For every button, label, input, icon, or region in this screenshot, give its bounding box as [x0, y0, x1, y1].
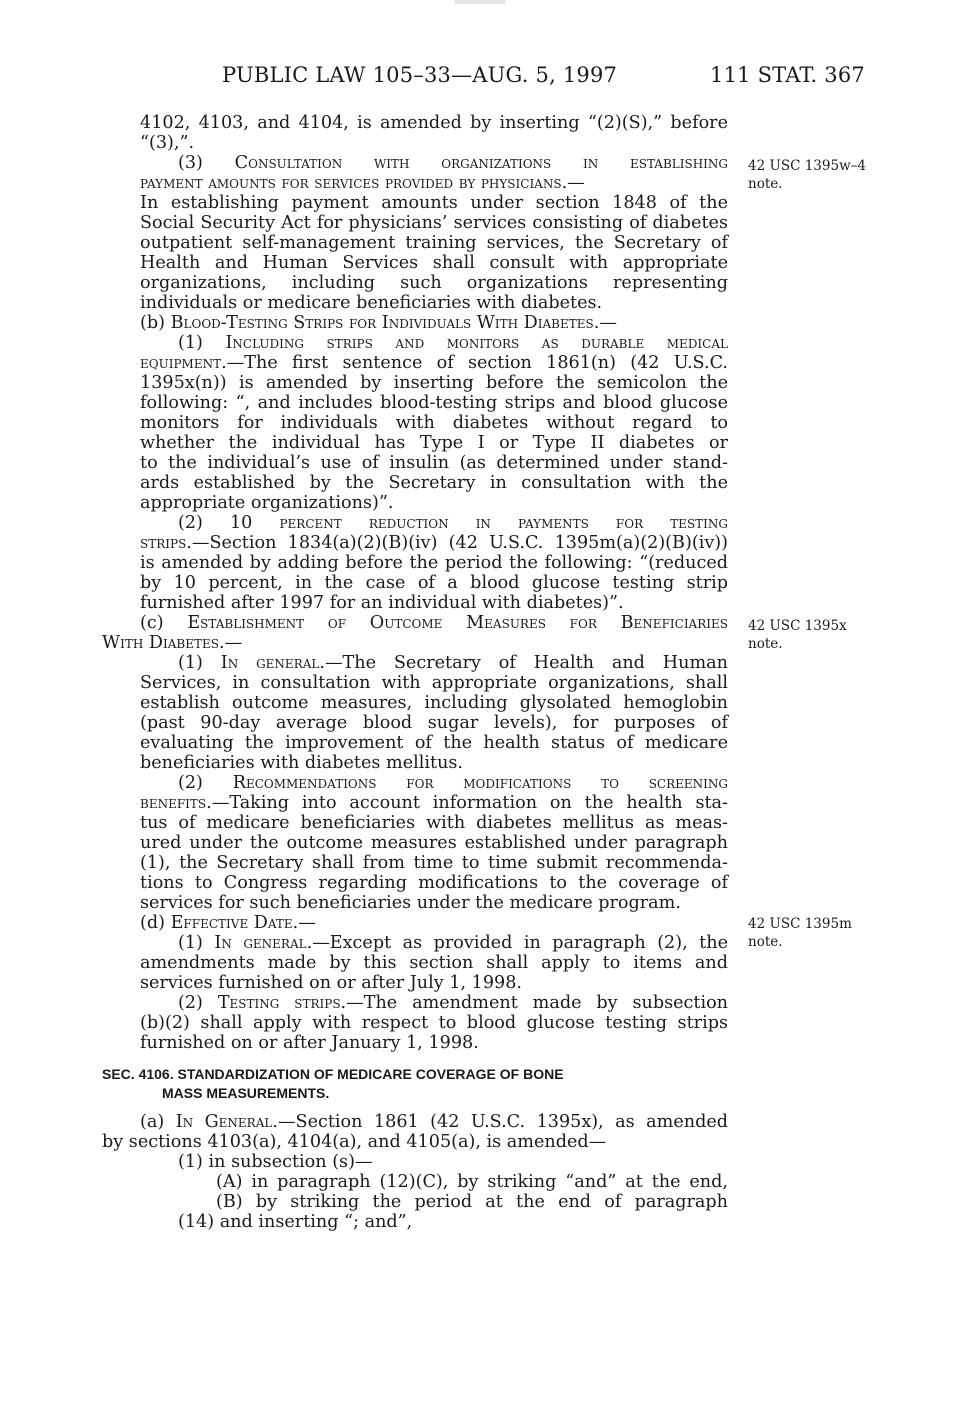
text-line: to the individual’s use of insulin (as determined under stand-: [140, 453, 728, 473]
text-line: ured under the outcome measures established under paragraph: [140, 833, 728, 853]
text-line: (1) in subsection (s)—: [178, 1152, 373, 1172]
text-line: Services, in consultation with appropriate organizations, shall: [140, 673, 728, 693]
page-number: 111 STAT. 367: [710, 63, 865, 87]
text-line: beneficiaries with diabetes mellitus.: [140, 753, 464, 773]
text-line: “(3),”.: [140, 133, 195, 153]
margin-note-3: [748, 915, 852, 951]
paragraph-heading: (2) 10 percent reduction in payments for testing: [178, 513, 728, 533]
paragraph-heading: (1) Including strips and monitors as durable medical: [178, 333, 728, 353]
paragraph-heading: benefits.—Taking into account information on the health sta-: [140, 793, 728, 813]
text-line: ards established by the Secretary in consultation with the: [140, 473, 728, 493]
subsection-heading: (a) In General.—Section 1861 (42 U.S.C. 1395x), as amended: [140, 1112, 729, 1132]
paragraph-heading: payment amounts for services provided by physicians.—: [140, 173, 585, 193]
scan-artifact: [455, 0, 505, 4]
margin-note-citation: 42 USC 1395m: [748, 916, 852, 932]
paragraph-heading: (2) Recommendations for modifications to screening: [178, 773, 728, 793]
section-heading: MASS MEASUREMENTS.: [162, 1085, 330, 1101]
margin-note-1: [748, 157, 866, 193]
text-line: evaluating the improvement of the health status of medicare: [140, 733, 728, 753]
text-line: (past 90-day average blood sugar levels), for purposes of: [140, 713, 728, 733]
text-line: by 10 percent, in the case of a blood glucose testing strip: [140, 573, 728, 593]
text-line: furnished after 1997 for an individual with diabetes)”.: [140, 593, 624, 613]
text-line: amendments made by this section shall apply to items and: [140, 953, 728, 973]
text-line: tions to Congress regarding modifications to the coverage of: [140, 873, 728, 893]
text-line: furnished on or after January 1, 1998.: [140, 1033, 479, 1053]
text-line: by sections 4103(a), 4104(a), and 4105(a), is amended—: [102, 1132, 607, 1152]
text-line: following: “, and includes blood-testing strips and blood glucose: [140, 393, 728, 413]
paragraph-heading: (2) Testing strips.—The amendment made by subsection: [178, 993, 729, 1013]
text-line: services furnished on or after July 1, 1998.: [140, 973, 523, 993]
text-line: Health and Human Services shall consult with appropriate: [140, 253, 728, 273]
text-line: (b)(2) shall apply with respect to blood glucose testing strips: [140, 1013, 728, 1033]
subsection-heading: (c) Establishment of Outcome Measures for Beneficiaries: [140, 613, 728, 633]
text-line: (B) by striking the period at the end of paragraph: [216, 1192, 728, 1212]
text-line: (1), the Secretary shall from time to time submit recommenda-: [140, 853, 728, 873]
subsection-heading: With Diabetes.—: [102, 633, 243, 653]
margin-note-2: [748, 617, 847, 653]
text-line: establish outcome measures, including glysolated hemoglobin: [140, 693, 728, 713]
text-line: outpatient self-management training services, the Secretary of: [140, 233, 728, 253]
section-heading: SEC. 4106. STANDARDIZATION OF MEDICARE COVERAGE OF BONE: [102, 1066, 564, 1082]
subsection-heading: (d) Effective Date.—: [140, 913, 316, 933]
margin-note-citation: 42 USC 1395x: [748, 618, 847, 634]
text-line: tus of medicare beneficiaries with diabetes mellitus as meas-: [140, 813, 728, 833]
text-line: whether the individual has Type I or Type II diabetes or: [140, 433, 728, 453]
text-line: is amended by adding before the period the following: “(reduced: [140, 553, 728, 573]
text-line: (14) and inserting “; and”,: [178, 1212, 413, 1232]
margin-note-label: note.: [748, 934, 783, 950]
text-line: 4102, 4103, and 4104, is amended by inserting “(2)(S),” before: [140, 113, 728, 133]
text-line: organizations, including such organizations representing: [140, 273, 728, 293]
paragraph-heading: strips.—Section 1834(a)(2)(B)(iv) (42 U.S.C. 1395m(a)(2)(B)(iv)): [140, 533, 728, 553]
paragraph-heading: (1) In general.—The Secretary of Health and Human: [178, 653, 728, 673]
text-line: (A) in paragraph (12)(C), by striking “and” at the end,: [216, 1172, 728, 1192]
margin-note-label: note.: [748, 176, 783, 192]
text-line: services for such beneficiaries under the medicare program.: [140, 893, 681, 913]
subsection-heading: (b) Blood-Testing Strips for Individuals With Diabetes.—: [140, 313, 617, 333]
statute-body: [102, 113, 728, 1232]
margin-note-label: note.: [748, 636, 783, 652]
paragraph-heading: (1) In general.—Except as provided in paragraph (2), the: [178, 933, 728, 953]
text-line: individuals or medicare beneficiaries with diabetes.: [140, 293, 603, 313]
text-line: Social Security Act for physicians’ services consisting of diabetes: [140, 213, 728, 233]
text-line: In establishing payment amounts under section 1848 of the: [140, 193, 728, 213]
paragraph-heading: (3) Consultation with organizations in establishing: [178, 153, 728, 173]
text-line: appropriate organizations)”.: [140, 493, 394, 513]
paragraph-heading: equipment.—The first sentence of section 1861(n) (42 U.S.C.: [140, 353, 728, 373]
text-line: 1395x(n)) is amended by inserting before the semicolon the: [140, 373, 728, 393]
margin-note-citation: 42 USC 1395w–4: [748, 158, 866, 174]
text-line: monitors for individuals with diabetes without regard to: [140, 413, 728, 433]
running-header-title: PUBLIC LAW 105–33—AUG. 5, 1997: [222, 63, 618, 87]
